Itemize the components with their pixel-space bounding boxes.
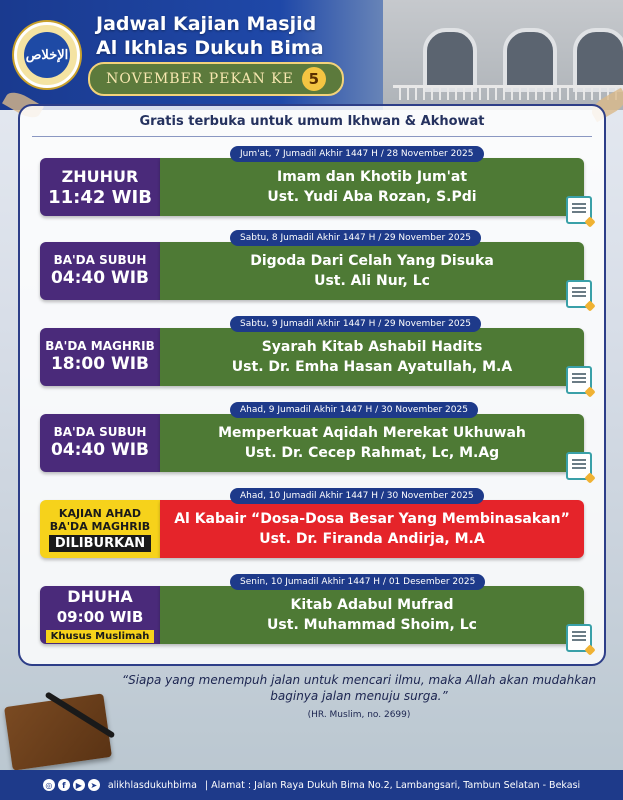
cancelled-badge: DILIBURKAN [49, 535, 151, 552]
schedule-row [40, 405, 584, 474]
instagram-icon[interactable]: ◎ [43, 779, 55, 791]
session-label: BA'DA MAGHRIB [45, 339, 155, 353]
topic-title: Syarah Kitab Ashabil Hadits [261, 339, 483, 355]
time-box [40, 242, 160, 300]
header-banner [0, 0, 623, 110]
divider [32, 136, 592, 137]
session-label: KAJIAN AHAD [58, 506, 142, 520]
topic-box [160, 328, 584, 386]
clipboard-icon [566, 452, 592, 480]
session-time: 18:00 WIB [50, 354, 150, 374]
clipboard-icon [566, 624, 592, 652]
topic-title: Al Kabair “Dosa-Dosa Besar Yang Membinasakan” [174, 511, 570, 527]
session-label: BA'DA SUBUH [53, 425, 147, 439]
topic-title: Digoda Dari Celah Yang Disuka [250, 253, 494, 269]
time-box [40, 328, 160, 386]
clipboard-icon [566, 280, 592, 308]
quote-text: “Siapa yang menempuh jalan untuk mencari ilmu, maka Allah akan mudahkan baginya jalan menuju surga.” [121, 673, 597, 703]
logo-text: الإخلاص [24, 32, 70, 78]
week-number: 5 [302, 67, 326, 91]
social-handle[interactable]: alikhlasdukuhbima [107, 779, 197, 791]
topic-title: Kitab Adabul Mufrad [290, 597, 454, 613]
mosque-building-image [383, 0, 623, 110]
speaker-name: Ust. Dr. Emha Hasan Ayatullah, M.A [231, 359, 513, 375]
schedule-panel [18, 104, 606, 666]
window-arch [423, 28, 477, 92]
footer-bar [0, 770, 623, 800]
date-pill: Sabtu, 9 Jumadil Akhir 1447 H / 29 November 2025 [230, 316, 481, 332]
title-line-2: Al Ikhlas Dukuh Bima [96, 37, 324, 59]
topic-title: Memperkuat Aqidah Merekat Ukhuwah [218, 425, 526, 441]
topic-box [160, 586, 584, 644]
window-arch [503, 28, 557, 92]
session-time: 04:40 WIB [50, 440, 150, 460]
time-box [40, 500, 160, 558]
facebook-icon[interactable]: f [58, 779, 70, 791]
session-time: 11:42 WIB [48, 186, 152, 208]
clipboard-icon [566, 196, 592, 224]
topic-box [160, 414, 584, 472]
page-title [96, 12, 324, 60]
time-box [40, 414, 160, 472]
schedule-row-cancelled [40, 491, 584, 560]
schedule-row [40, 233, 584, 302]
topic-box [160, 242, 584, 300]
title-line-1: Jadwal Kajian Masjid [96, 13, 317, 35]
speaker-name: Ust. Dr. Cecep Rahmat, Lc, M.Ag [244, 445, 500, 461]
week-badge [88, 62, 344, 96]
audience-badge: Khusus Muslimah [46, 630, 155, 643]
topic-box [160, 158, 584, 216]
address-text: | Alamat : Jalan Raya Dukuh Bima No.2, Lambangsari, Tambun Selatan - Bekasi [204, 779, 581, 791]
topic-box [160, 500, 584, 558]
date-pill: Ahad, 9 Jumadil Akhir 1447 H / 30 November 2025 [230, 402, 478, 418]
date-pill: Ahad, 10 Jumadil Akhir 1447 H / 30 November 2025 [230, 488, 484, 504]
hadith-quote [120, 672, 598, 723]
clipboard-icon [566, 366, 592, 394]
session-label: BA'DA SUBUH [53, 253, 147, 267]
date-pill: Sabtu, 8 Jumadil Akhir 1447 H / 29 November 2025 [230, 230, 481, 246]
session-label-2: BA'DA MAGHRIB [49, 519, 151, 533]
time-box [40, 158, 160, 216]
date-pill: Jum'at, 7 Jumadil Akhir 1447 H / 28 November 2025 [230, 146, 484, 162]
social-icons [43, 779, 100, 791]
speaker-name: Ust. Ali Nur, Lc [314, 273, 430, 289]
speaker-name: Ust. Yudi Aba Rozan, S.Pdi [267, 189, 477, 205]
session-time: 09:00 WIB [56, 608, 144, 626]
time-box [40, 586, 160, 644]
balcony-rail [393, 85, 623, 100]
youtube-icon[interactable]: ▶ [73, 779, 85, 791]
telegram-icon[interactable]: ➤ [88, 779, 100, 791]
mosque-logo [14, 22, 80, 88]
session-time: 04:40 WIB [50, 268, 150, 288]
topic-title: Imam dan Khotib Jum'at [276, 169, 468, 185]
schedule-row [40, 149, 584, 218]
week-label: NOVEMBER PEKAN KE [106, 71, 294, 87]
subtitle: Gratis terbuka untuk umum Ikhwan & Akhowat [139, 114, 485, 129]
schedule-row [40, 577, 584, 646]
schedule-row [40, 319, 584, 388]
session-label: DHUHA [67, 587, 133, 606]
window-arch [573, 28, 623, 92]
quote-source: (HR. Muslim, no. 2699) [307, 710, 411, 720]
speaker-name: Ust. Dr. Firanda Andirja, M.A [259, 531, 485, 547]
session-label: ZHUHUR [61, 166, 139, 186]
speaker-name: Ust. Muhammad Shoim, Lc [267, 617, 477, 633]
date-pill: Senin, 10 Jumadil Akhir 1447 H / 01 Desember 2025 [230, 574, 485, 590]
